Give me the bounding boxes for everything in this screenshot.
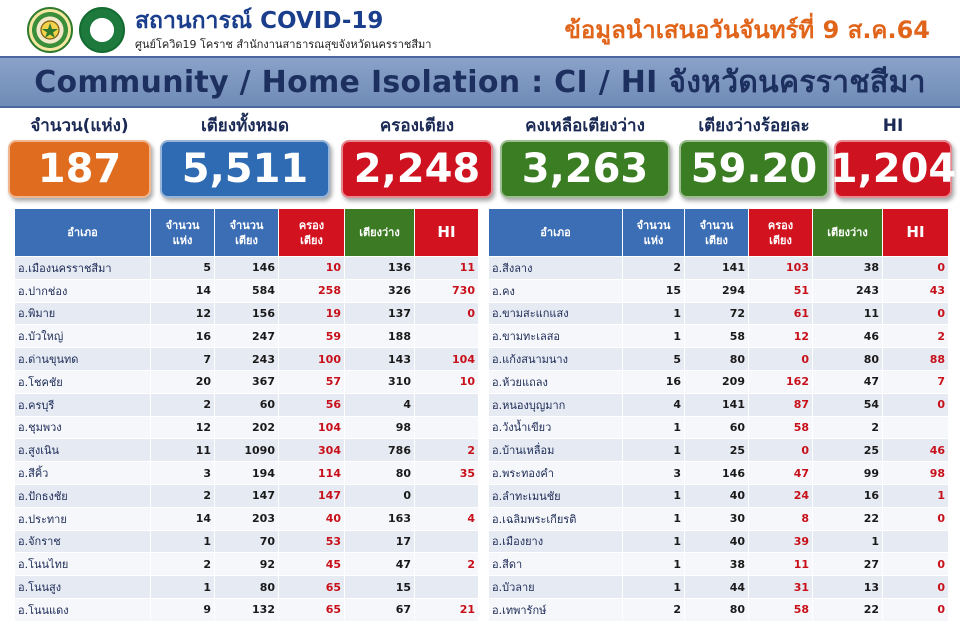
stat-value: 5,511 <box>160 140 330 198</box>
hi-cell: 43 <box>883 279 949 302</box>
table-row <box>489 530 949 553</box>
count-cell: 2 <box>151 393 215 416</box>
occupied-cell: 61 <box>749 302 813 325</box>
beds-cell: 25 <box>685 439 749 462</box>
occupied-cell: 114 <box>279 462 345 485</box>
vacant-cell: 326 <box>345 279 415 302</box>
report-date: ข้อมูลนำเสนอวันจันทร์ที่ 9 ส.ค.64 <box>564 16 930 44</box>
hi-cell: 46 <box>883 439 949 462</box>
hi-cell <box>415 325 479 348</box>
stat-label: ครองเตียง <box>379 116 455 136</box>
col-hi: HI <box>415 209 479 257</box>
stat-label: HI <box>882 116 904 136</box>
hi-cell <box>415 484 479 507</box>
vacant-cell: 25 <box>813 439 883 462</box>
table-row <box>15 302 479 325</box>
vacant-cell: 67 <box>345 598 415 621</box>
hi-cell: 0 <box>883 576 949 599</box>
count-cell: 3 <box>623 462 685 485</box>
beds-cell: 60 <box>685 416 749 439</box>
table-row <box>489 576 949 599</box>
hi-cell: 104 <box>415 348 479 371</box>
count-cell: 12 <box>151 302 215 325</box>
district-cell: อ.สูงเนิน <box>15 439 151 462</box>
beds-cell: 1090 <box>215 439 279 462</box>
vacant-cell: 1 <box>813 530 883 553</box>
occupied-cell: 147 <box>279 484 345 507</box>
vacant-cell: 136 <box>345 257 415 280</box>
count-cell: 1 <box>623 416 685 439</box>
hi-cell: 1 <box>883 484 949 507</box>
stat-label: เตียงว่างร้อยละ <box>698 116 810 136</box>
count-cell: 7 <box>151 348 215 371</box>
hi-cell: 4 <box>415 507 479 530</box>
beds-cell: 80 <box>685 348 749 371</box>
district-cell: อ.ประทาย <box>15 507 151 530</box>
district-cell: อ.คง <box>489 279 623 302</box>
count-cell: 1 <box>623 325 685 348</box>
vacant-cell: 11 <box>813 302 883 325</box>
occupied-cell: 87 <box>749 393 813 416</box>
beds-cell: 132 <box>215 598 279 621</box>
count-cell: 9 <box>151 598 215 621</box>
district-cell: อ.ลำทะเมนชัย <box>489 484 623 507</box>
beds-cell: 294 <box>685 279 749 302</box>
seal-icon <box>35 15 65 45</box>
hi-cell: 98 <box>883 462 949 485</box>
occupied-cell: 104 <box>279 416 345 439</box>
beds-cell: 40 <box>685 530 749 553</box>
beds-cell: 141 <box>685 257 749 280</box>
occupied-cell: 58 <box>749 416 813 439</box>
hi-cell: 0 <box>883 257 949 280</box>
count-cell: 15 <box>623 279 685 302</box>
beds-cell: 80 <box>685 598 749 621</box>
table-header-row <box>15 209 479 257</box>
hi-cell: 21 <box>415 598 479 621</box>
beds-cell: 30 <box>685 507 749 530</box>
district-cell: อ.บ้านเหลื่อม <box>489 439 623 462</box>
vacant-cell: 80 <box>813 348 883 371</box>
count-cell: 1 <box>623 484 685 507</box>
occupied-cell: 11 <box>749 553 813 576</box>
hi-cell <box>415 416 479 439</box>
hi-cell: 0 <box>883 393 949 416</box>
count-cell: 2 <box>623 257 685 280</box>
count-cell: 2 <box>151 484 215 507</box>
district-cell: อ.พระทองคำ <box>489 462 623 485</box>
hi-cell: 35 <box>415 462 479 485</box>
beds-cell: 203 <box>215 507 279 530</box>
hi-cell: 2 <box>415 439 479 462</box>
hi-cell: 10 <box>415 370 479 393</box>
count-cell: 2 <box>623 598 685 621</box>
vacant-cell: 27 <box>813 553 883 576</box>
hi-cell <box>415 576 479 599</box>
beds-cell: 146 <box>685 462 749 485</box>
beds-cell: 92 <box>215 553 279 576</box>
hi-cell: 730 <box>415 279 479 302</box>
health-office-logo <box>79 7 125 53</box>
table-row <box>489 416 949 439</box>
vacant-cell: 163 <box>345 507 415 530</box>
table-row <box>489 598 949 621</box>
district-cell: อ.พิมาย <box>15 302 151 325</box>
occupied-cell: 45 <box>279 553 345 576</box>
occupied-cell: 10 <box>279 257 345 280</box>
stat-label: จำนวน(แห่ง) <box>30 116 129 136</box>
table-row <box>15 462 479 485</box>
district-cell: อ.วังน้ำเขียว <box>489 416 623 439</box>
hi-cell: 0 <box>883 553 949 576</box>
beds-cell: 40 <box>685 484 749 507</box>
stat-vacant <box>500 114 670 198</box>
district-cell: อ.เฉลิมพระเกียรติ <box>489 507 623 530</box>
table-row <box>489 370 949 393</box>
vacant-cell: 188 <box>345 325 415 348</box>
count-cell: 16 <box>623 370 685 393</box>
district-cell: อ.บัวลาย <box>489 576 623 599</box>
stat-label: เตียงทั้งหมด <box>200 116 290 136</box>
col-count: จำนวน แห่ง <box>623 209 685 257</box>
stat-occupied <box>341 114 493 198</box>
beds-cell: 38 <box>685 553 749 576</box>
table-row <box>489 507 949 530</box>
occupied-cell: 12 <box>749 325 813 348</box>
hi-cell: 88 <box>883 348 949 371</box>
vacant-cell: 47 <box>813 370 883 393</box>
district-cell: อ.เมืองยาง <box>489 530 623 553</box>
district-cell: อ.ปักธงชัย <box>15 484 151 507</box>
table-row <box>489 439 949 462</box>
beds-cell: 44 <box>685 576 749 599</box>
vacant-cell: 4 <box>345 393 415 416</box>
count-cell: 1 <box>623 439 685 462</box>
district-cell: อ.ห้วยแถลง <box>489 370 623 393</box>
hi-cell <box>883 530 949 553</box>
count-cell: 1 <box>623 507 685 530</box>
table-row <box>489 484 949 507</box>
occupied-cell: 8 <box>749 507 813 530</box>
district-table-right <box>488 208 949 622</box>
district-cell: อ.โนนไทย <box>15 553 151 576</box>
district-cell: อ.เมืองนครราชสีมา <box>15 257 151 280</box>
table-row <box>15 553 479 576</box>
district-cell: อ.โนนแดง <box>15 598 151 621</box>
count-cell: 12 <box>151 416 215 439</box>
vacant-cell: 0 <box>345 484 415 507</box>
beds-cell: 209 <box>685 370 749 393</box>
beds-cell: 367 <box>215 370 279 393</box>
vacant-cell: 786 <box>345 439 415 462</box>
col-vacant: เตียงว่าง <box>813 209 883 257</box>
vacant-cell: 54 <box>813 393 883 416</box>
occupied-cell: 0 <box>749 348 813 371</box>
vacant-cell: 137 <box>345 302 415 325</box>
count-cell: 5 <box>623 348 685 371</box>
page-title: สถานการณ์ COVID-19 <box>135 8 384 34</box>
district-table-left <box>14 208 479 622</box>
col-occupied: ครอง เตียง <box>749 209 813 257</box>
vacant-cell: 15 <box>345 576 415 599</box>
stat-value: 2,248 <box>341 140 493 198</box>
district-cell: อ.ชุมพวง <box>15 416 151 439</box>
table-row <box>489 393 949 416</box>
occupied-cell: 24 <box>749 484 813 507</box>
caduceus-icon <box>87 15 117 45</box>
table-row <box>15 279 479 302</box>
table-row <box>489 553 949 576</box>
beds-cell: 60 <box>215 393 279 416</box>
table-row <box>15 439 479 462</box>
district-cell: อ.สีงลาง <box>489 257 623 280</box>
table-row <box>489 462 949 485</box>
title-banner <box>0 56 960 108</box>
vacant-cell: 16 <box>813 484 883 507</box>
beds-cell: 72 <box>685 302 749 325</box>
col-beds: จำนวน เตียง <box>685 209 749 257</box>
table-row <box>15 484 479 507</box>
hi-cell: 0 <box>883 302 949 325</box>
district-cell: อ.โชคชัย <box>15 370 151 393</box>
table-row <box>489 257 949 280</box>
district-cell: อ.สีคิ้ว <box>15 462 151 485</box>
hi-cell: 7 <box>883 370 949 393</box>
beds-cell: 247 <box>215 325 279 348</box>
beds-cell: 584 <box>215 279 279 302</box>
occupied-cell: 58 <box>749 598 813 621</box>
table-row <box>15 530 479 553</box>
stat-locations <box>8 114 151 198</box>
vacant-cell: 38 <box>813 257 883 280</box>
count-cell: 3 <box>151 462 215 485</box>
stat-label: คงเหลือเตียงว่าง <box>525 116 645 136</box>
beds-cell: 70 <box>215 530 279 553</box>
hi-cell: 0 <box>883 507 949 530</box>
vacant-cell: 22 <box>813 598 883 621</box>
count-cell: 1 <box>623 530 685 553</box>
district-cell: อ.ด่านขุนทด <box>15 348 151 371</box>
vacant-cell: 22 <box>813 507 883 530</box>
occupied-cell: 56 <box>279 393 345 416</box>
occupied-cell: 31 <box>749 576 813 599</box>
district-cell: อ.โนนสูง <box>15 576 151 599</box>
col-beds: จำนวน เตียง <box>215 209 279 257</box>
hi-cell <box>883 416 949 439</box>
beds-cell: 141 <box>685 393 749 416</box>
vacant-cell: 2 <box>813 416 883 439</box>
district-cell: อ.หนองบุญมาก <box>489 393 623 416</box>
count-cell: 5 <box>151 257 215 280</box>
hi-cell: 2 <box>883 325 949 348</box>
stat-value: 59.20 <box>679 140 829 198</box>
beds-cell: 202 <box>215 416 279 439</box>
occupied-cell: 57 <box>279 370 345 393</box>
vacant-cell: 46 <box>813 325 883 348</box>
table-row <box>489 325 949 348</box>
occupied-cell: 39 <box>749 530 813 553</box>
hi-cell <box>415 530 479 553</box>
district-cell: อ.บัวใหญ่ <box>15 325 151 348</box>
vacant-cell: 13 <box>813 576 883 599</box>
occupied-cell: 47 <box>749 462 813 485</box>
occupied-cell: 40 <box>279 507 345 530</box>
table-row <box>489 348 949 371</box>
beds-cell: 243 <box>215 348 279 371</box>
table-row <box>15 325 479 348</box>
vacant-cell: 17 <box>345 530 415 553</box>
occupied-cell: 65 <box>279 576 345 599</box>
banner-text: Community / Home Isolation : CI / HI จังหวัดนครราชสีมา <box>34 64 926 100</box>
table-row <box>15 507 479 530</box>
hi-cell: 0 <box>883 598 949 621</box>
occupied-cell: 103 <box>749 257 813 280</box>
vacant-cell: 310 <box>345 370 415 393</box>
count-cell: 1 <box>151 576 215 599</box>
table-row <box>15 576 479 599</box>
count-cell: 1 <box>623 553 685 576</box>
count-cell: 2 <box>151 553 215 576</box>
occupied-cell: 258 <box>279 279 345 302</box>
beds-cell: 156 <box>215 302 279 325</box>
vacant-cell: 99 <box>813 462 883 485</box>
count-cell: 1 <box>623 576 685 599</box>
occupied-cell: 59 <box>279 325 345 348</box>
beds-cell: 146 <box>215 257 279 280</box>
table-header-row <box>489 209 949 257</box>
table-row <box>15 393 479 416</box>
district-cell: อ.จักราช <box>15 530 151 553</box>
vacant-cell: 98 <box>345 416 415 439</box>
occupied-cell: 53 <box>279 530 345 553</box>
table-row <box>15 598 479 621</box>
district-cell: อ.แก้งสนามนาง <box>489 348 623 371</box>
table-row <box>15 348 479 371</box>
hi-cell: 11 <box>415 257 479 280</box>
col-occupied: ครอง เตียง <box>279 209 345 257</box>
moph-seal-logo <box>27 7 73 53</box>
beds-cell: 194 <box>215 462 279 485</box>
stat-value: 1,204 <box>834 140 952 198</box>
occupied-cell: 0 <box>749 439 813 462</box>
occupied-cell: 65 <box>279 598 345 621</box>
stat-hi <box>829 114 957 198</box>
hi-cell <box>415 393 479 416</box>
table-row <box>489 302 949 325</box>
vacant-cell: 143 <box>345 348 415 371</box>
col-vacant: เตียงว่าง <box>345 209 415 257</box>
page-subtitle: ศูนย์โควิด19 โคราช สำนักงานสาธารณสุขจังหวัดนครราชสีมา <box>135 38 432 51</box>
col-district: อำเภอ <box>15 209 151 257</box>
col-count: จำนวน แห่ง <box>151 209 215 257</box>
vacant-cell: 47 <box>345 553 415 576</box>
occupied-cell: 19 <box>279 302 345 325</box>
district-cell: อ.สีดา <box>489 553 623 576</box>
table-row <box>489 279 949 302</box>
vacant-cell: 80 <box>345 462 415 485</box>
count-cell: 16 <box>151 325 215 348</box>
occupied-cell: 51 <box>749 279 813 302</box>
table-row <box>15 257 479 280</box>
table-row <box>15 370 479 393</box>
occupied-cell: 162 <box>749 370 813 393</box>
count-cell: 14 <box>151 279 215 302</box>
stat-value: 187 <box>8 140 151 198</box>
beds-cell: 58 <box>685 325 749 348</box>
district-cell: อ.เทพารักษ์ <box>489 598 623 621</box>
count-cell: 1 <box>623 302 685 325</box>
col-hi: HI <box>883 209 949 257</box>
hi-cell: 0 <box>415 302 479 325</box>
district-cell: อ.ขามทะเลสอ <box>489 325 623 348</box>
stat-value: 3,263 <box>500 140 670 198</box>
hi-cell: 2 <box>415 553 479 576</box>
district-cell: อ.ปากช่อง <box>15 279 151 302</box>
district-cell: อ.ครบุรี <box>15 393 151 416</box>
col-district: อำเภอ <box>489 209 623 257</box>
beds-cell: 80 <box>215 576 279 599</box>
count-cell: 11 <box>151 439 215 462</box>
count-cell: 4 <box>623 393 685 416</box>
table-row <box>15 416 479 439</box>
count-cell: 14 <box>151 507 215 530</box>
vacant-cell: 243 <box>813 279 883 302</box>
count-cell: 20 <box>151 370 215 393</box>
stat-vacant-percent <box>679 114 829 198</box>
district-cell: อ.ขามสะแกแสง <box>489 302 623 325</box>
stat-total-beds <box>160 114 330 198</box>
occupied-cell: 304 <box>279 439 345 462</box>
occupied-cell: 100 <box>279 348 345 371</box>
beds-cell: 147 <box>215 484 279 507</box>
count-cell: 1 <box>151 530 215 553</box>
